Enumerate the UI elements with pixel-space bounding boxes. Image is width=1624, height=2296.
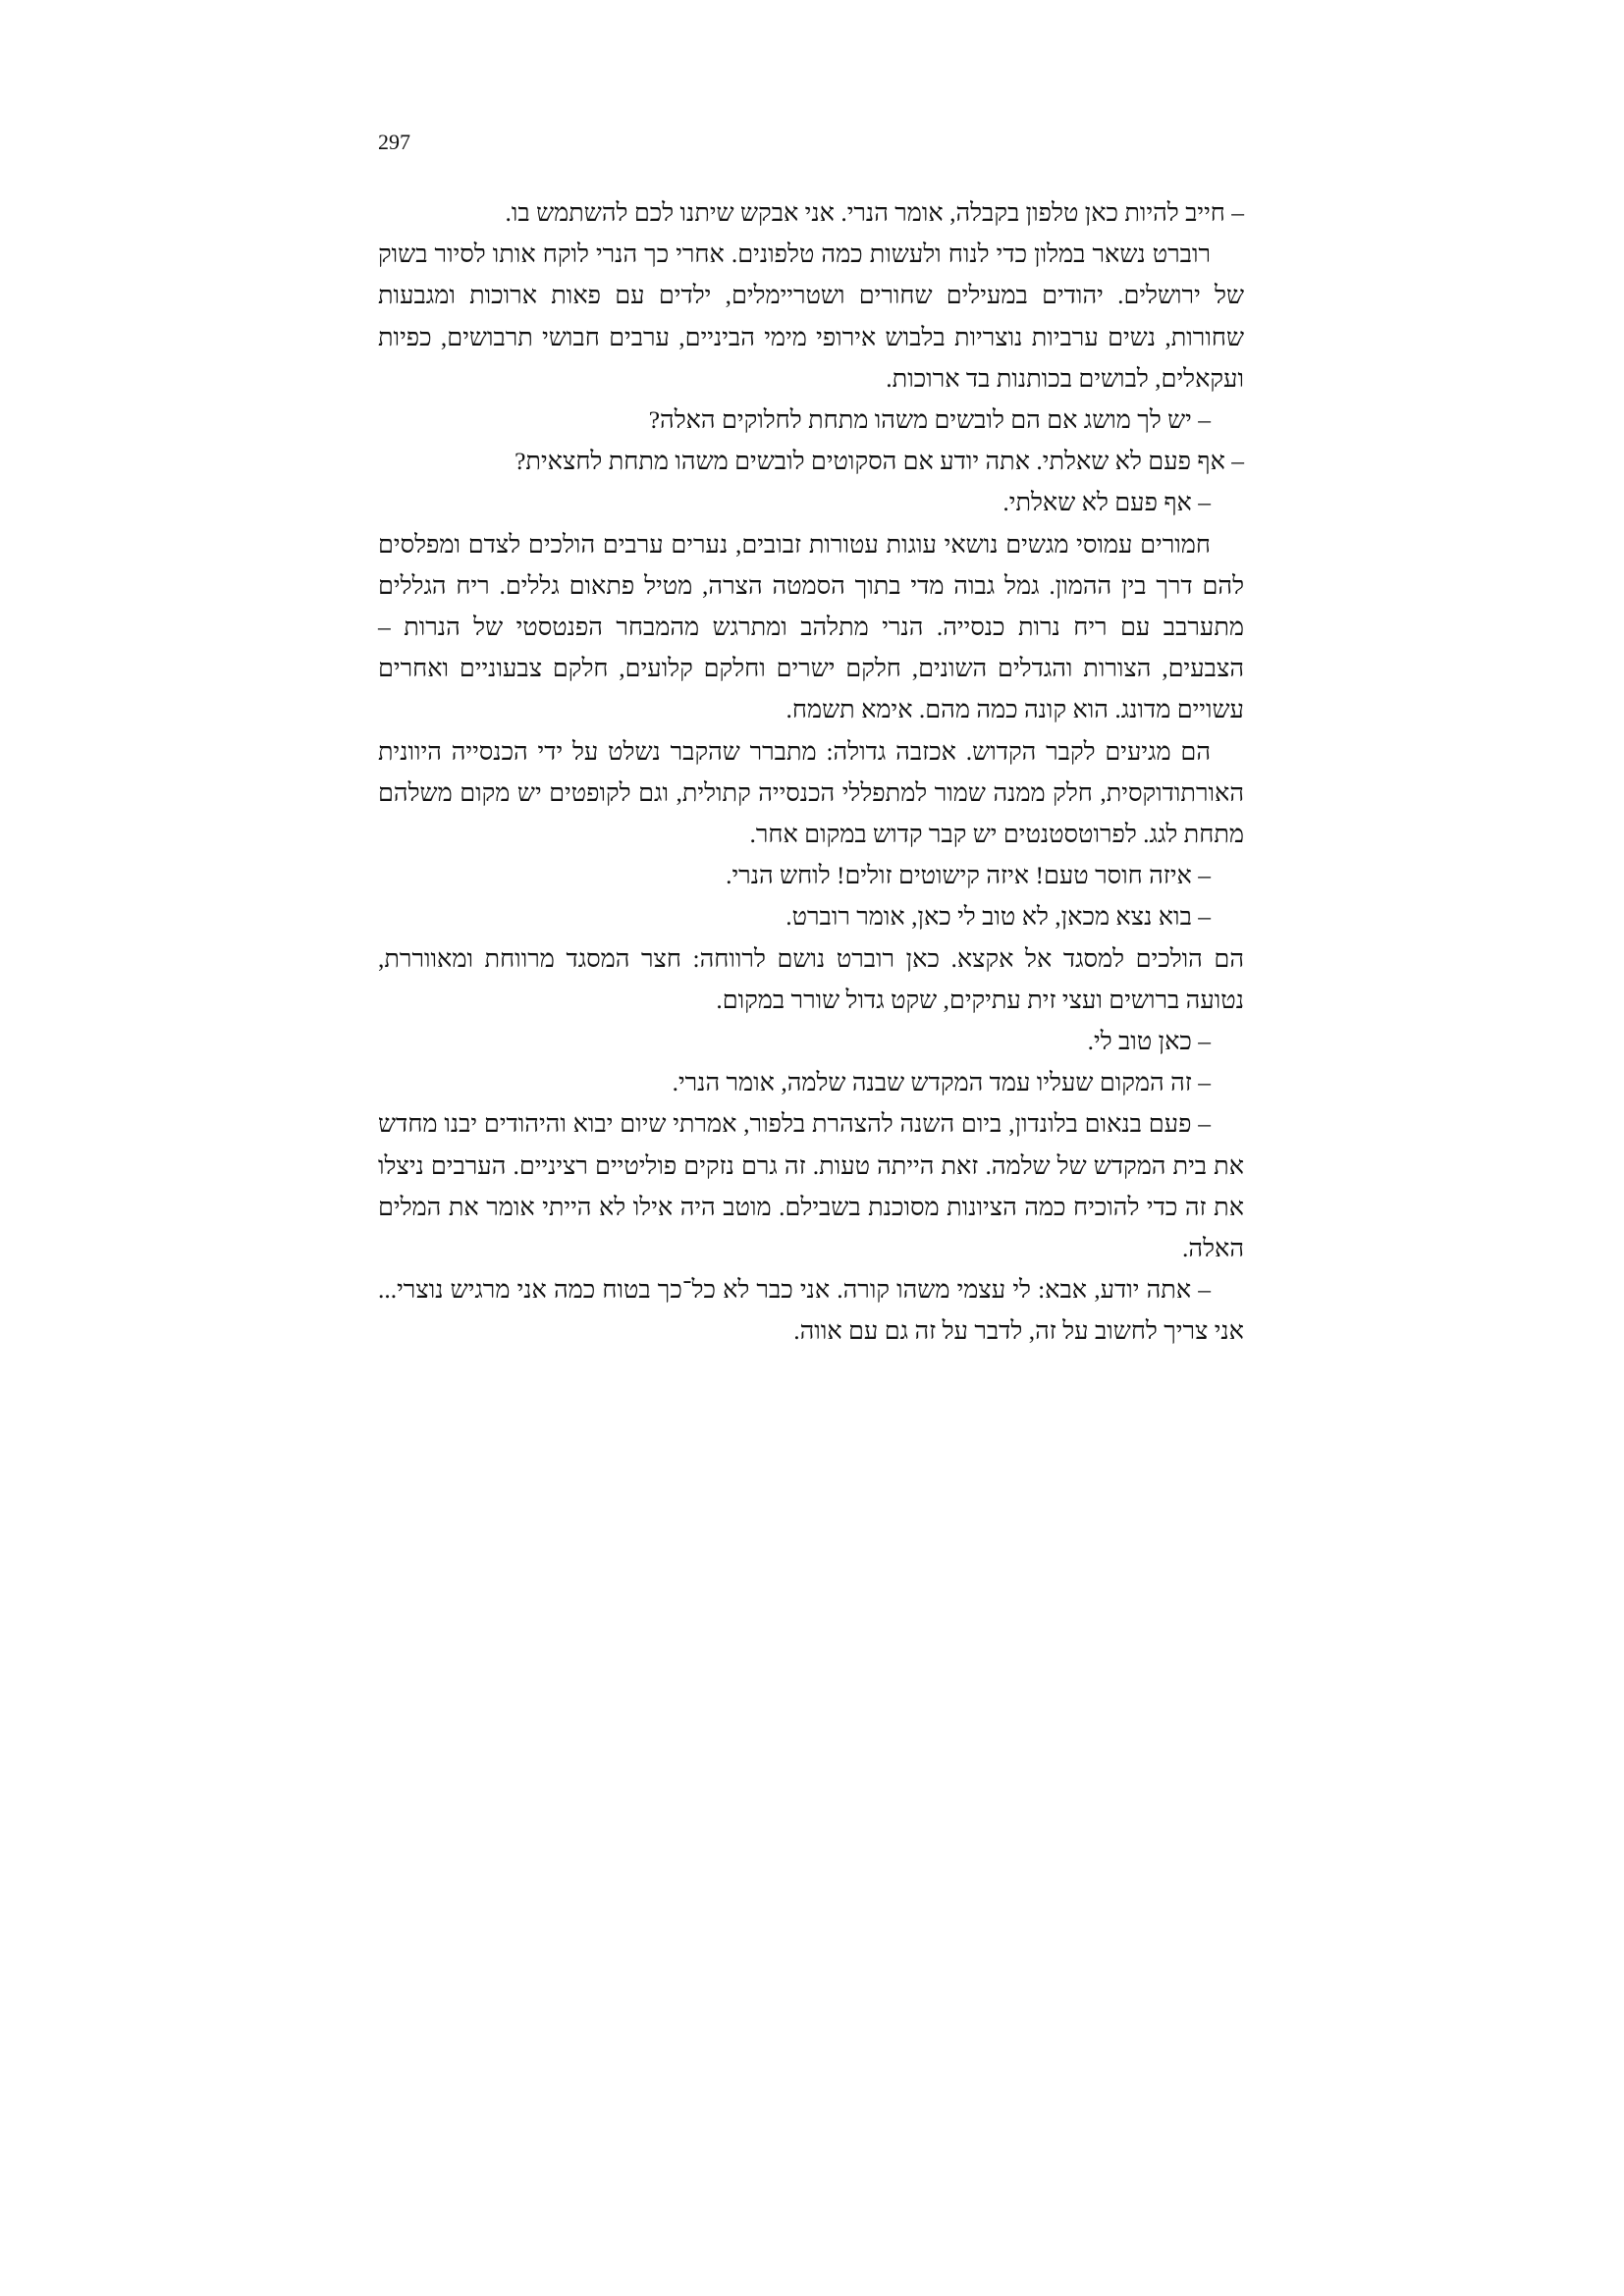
- paragraph: – פעם בנאום בלונדון, ביום השנה להצהרת בלפור, אמרתי שיום יבוא והיהודים יבנו מחדש את בית המקדש של שלמה. זאת הייתה טעות. זה גרם נזקים פוליטיים רציניים. הערבים ניצלו את זה כדי להוכיח כמה הציונות מסוכנת בשבילם. מוטב היה אילו לא הייתי אומר את המלים האלה.: [378, 1109, 1244, 1263]
- paragraph: – אף פעם לא שאלתי. אתה יודע אם הסקוטים לובשים משהו מתחת לחצאית?: [514, 447, 1244, 476]
- page-number: 297: [378, 130, 410, 154]
- paragraph: – אתה יודע, אבא: לי עצמי משהו קורה. אני כבר לא כל־כך בטוח כמה אני מרגיש נוצרי... אני צריך לחשוב על זה, לדבר על זה גם עם אווה.: [378, 1275, 1244, 1346]
- paragraph: – חייב להיות כאן טלפון בקבלה, אומר הנרי. אני אבקש שיתנו לכם להשתמש בו.: [505, 198, 1244, 227]
- paragraph: הם הולכים למסגד אל אקצא. כאן רוברט נושם לרווחה: חצר המסגד מרווחת ומאווררת, נטועה ברושים ועצי זית עתיקים, שקט גדול שורר במקום.: [378, 943, 1244, 1014]
- paragraph: הם מגיעים לקבר הקדוש. אכזבה גדולה: מתברר שהקבר נשלט על ידי הכנסייה היוונית האורתודוקסית, חלק ממנה שמור למתפללי הכנסייה קתולית, וגם לקופטים יש מקום משלהם מתחת לגג. לפרוטסטנטים יש קבר קדוש במקום אחר.: [378, 736, 1244, 849]
- paragraph: – איזה חוסר טעם! איזה קישוטים זולים! לוחש הנרי.: [726, 861, 1211, 890]
- paragraph: רוברט נשאר במלון כדי לנוח ולעשות כמה טלפונים. אחרי כך הנרי לוקח אותו לסיור בשוק של ירושלים. יהודים במעילים שחורים ושטריימלים, ילדים עם פאות ארוכות ומגבעות שחורות, נשים ערביות נוצריות בלבוש אירופי מימי הביניים, ערבים חבושי תרבושים, כפיות ועקאלים, לבושים בכותנות בד ארוכות.: [378, 240, 1244, 393]
- paragraph: – אף פעם לא שאלתי.: [1002, 488, 1211, 517]
- paragraph: חמורים עמוסי מגשים נושאי עוגות עטורות זבובים, נערים ערבים הולכים לצדם ומפלסים להם דרך בין ההמון. גמל גבוה מדי בתוך הסמטה הצרה, מטיל פתאום גללים. ריח הגללים מתערבב עם ריח נרות כנסייה. הנרי מתלהב ומתרגש מהמבחר הפנטסטי של הנרות – הצבעים, הצורות והגדלים השונים, חלקם ישרים וחלקם קלועים, חלקם צבעוניים ואחרים עשויים מדונג. הוא קונה כמה מהם. אימא תשמח.: [378, 529, 1244, 724]
- paragraph: – בוא נצא מכאן, לא טוב לי כאן, אומר רוברט.: [785, 902, 1211, 932]
- paragraph: – זה המקום שעליו עמד המקדש שבנה שלמה, אומר הנרי.: [672, 1068, 1211, 1097]
- body-text: [378, 192, 1244, 1353]
- paragraph: – יש לך מושג אם הם לובשים משהו מתחת לחלוקים האלה?: [648, 405, 1211, 435]
- paragraph: – כאן טוב לי.: [1087, 1027, 1211, 1056]
